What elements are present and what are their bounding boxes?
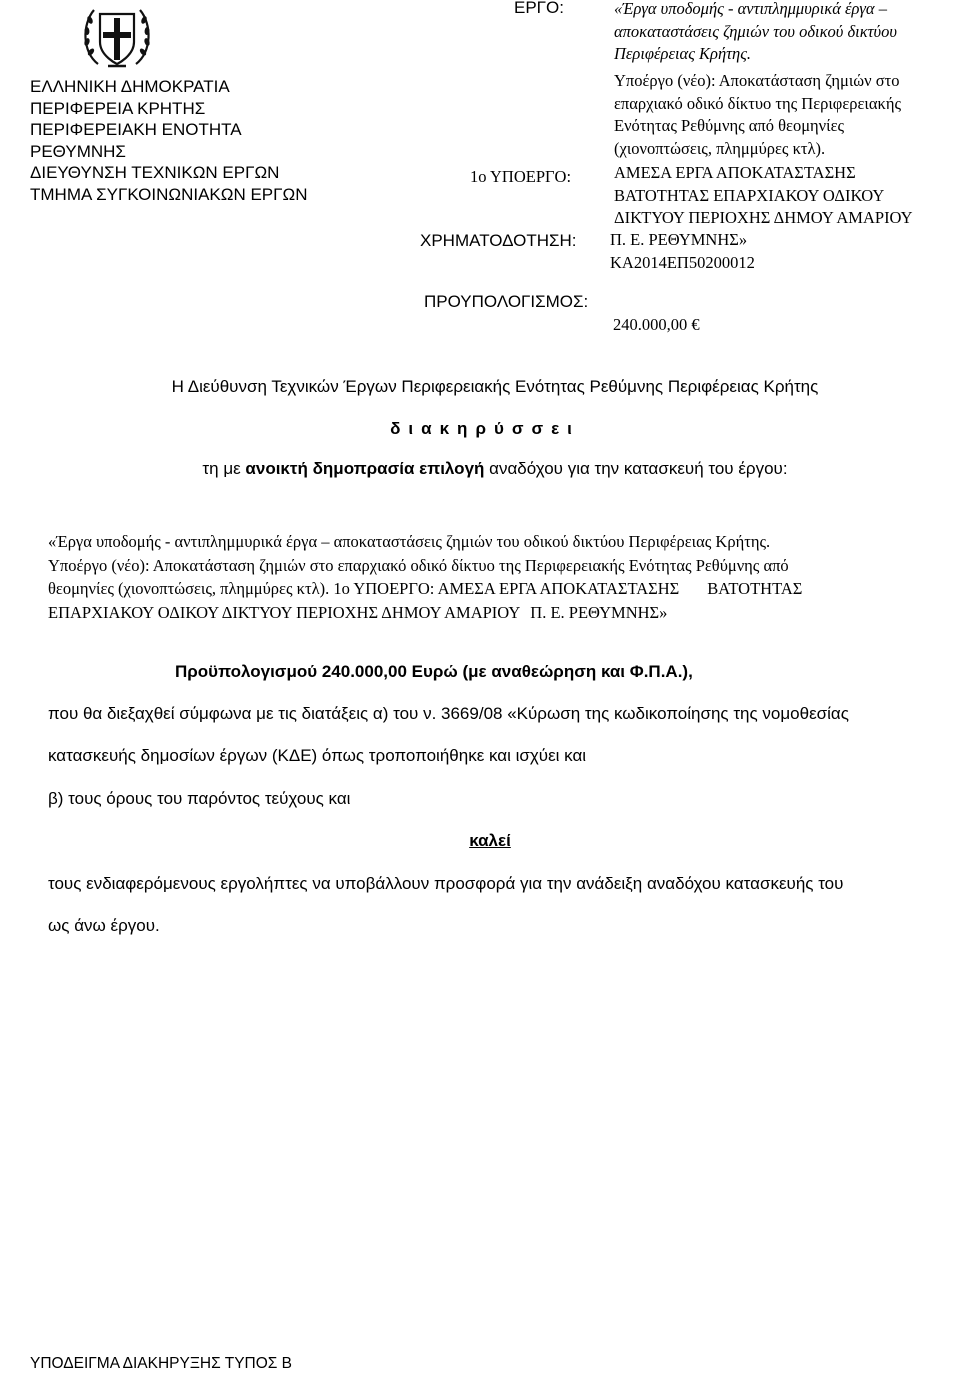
- funding-line: Π. Ε. ΡΕΘΥΜΝΗΣ»: [610, 230, 748, 249]
- work-label: ΕΡΓΟ:: [514, 0, 564, 17]
- authority-line: ΕΛΛΗΝΙΚΗ ΔΗΜΟΚΡΑΤΙΑ: [30, 77, 230, 96]
- directorate-statement: Η Διεύθυνση Τεχνικών Έργων Περιφερειακής Ενότητας Ρεθύμνης Περιφέρειας Κρήτης: [171, 377, 819, 396]
- intro-text: τη με: [202, 459, 246, 478]
- subproject-line: ΒΑΤΟΤΗΤΑΣ ΕΠΑΡΧΙΑΚΟΥ ΟΔΙΚΟΥ: [614, 185, 885, 205]
- subwork-description: [614, 70, 959, 160]
- subproject-line: ΔΙΚΤΥΟΥ ΠΕΡΙΟΧΗΣ ΔΗΜΟΥ ΑΜΑΡΙΟΥ: [614, 208, 913, 227]
- authority-line: ΠΕΡΙΦΕΡΕΙΑ ΚΡΗΤΗΣ: [30, 98, 206, 118]
- intro-text: αναδόχου για την κατασκευή του έργου:: [484, 459, 788, 478]
- work-title-line: Περιφέρειας Κρήτης.: [614, 44, 752, 63]
- subwork-line: (χιονοπτώσεις, πλημμύρες κτλ).: [614, 138, 826, 158]
- work-description-line: «Έργα υποδομής - αντιπλημμυρικά έργα – αποκαταστάσεις ζημιών του οδικού δικτύου Περιφέρειας Κρήτης.: [48, 532, 771, 551]
- work-description: [48, 530, 938, 624]
- work-title: [614, 0, 959, 66]
- body-line: κατασκευής δημοσίων έργων (ΚΔΕ) όπως τροποποιήθηκε και ισχύει και: [48, 746, 587, 765]
- work-description-line: Υποέργο (νέο): Αποκατάσταση ζημιών στο επαρχιακό οδικό δίκτυο της Περιφερειακής Ενότητας Ρεθύμνης από: [48, 555, 789, 575]
- authority-line: ΤΜΗΜΑ ΣΥΓΚΟΙΝΩΝΙΑΚΩΝ ΕΡΓΩΝ: [30, 184, 308, 204]
- work-title-line: αποκαταστάσεις ζημιών του οδικού δικτύου: [614, 21, 897, 41]
- work-description-line: [48, 577, 938, 601]
- issuing-authority: [30, 76, 360, 205]
- authority-line: ΠΕΡΙΦΕΡΕΙΑΚΗ ΕΝΟΤΗΤΑ: [30, 120, 242, 139]
- subwork-line: επαρχιακό οδικό δίκτυο της Περιφερειακής: [614, 93, 901, 113]
- work-description-line: [48, 601, 938, 625]
- greek-republic-emblem-icon: [78, 2, 156, 72]
- funding-details: [610, 229, 955, 274]
- work-title-line: «Έργα υποδομής - αντιπλημμυρικά έργα –: [614, 0, 887, 18]
- calls-heading: καλεί: [469, 831, 511, 850]
- procedure-type: ανοικτή δημοπρασία επιλογή: [245, 459, 485, 478]
- funding-label: ΧΡΗΜΑΤΟΔΟΤΗΣΗ:: [420, 231, 577, 250]
- subproject-line: ΑΜΕΣΑ ΕΡΓΑ ΑΠΟΚΑΤΑΣΤΑΣΗΣ: [614, 163, 856, 182]
- body-line: που θα διεξαχθεί σύμφωνα με τις διατάξεις α) του ν. 3669/08 «Κύρωση της κωδικοποίησης της νομοθεσίας: [48, 704, 849, 723]
- subproject-label: 1ο ΥΠΟΕΡΓΟ:: [470, 167, 572, 186]
- budget-amount: 240.000,00 €: [613, 315, 700, 334]
- body-line: ως άνω έργου.: [48, 916, 160, 935]
- work-description-text: ΕΠΑΡΧΙΑΚΟΥ ΟΔΙΚΟΥ ΔΙΚΤΥΟΥ ΠΕΡΙΟΧΗΣ ΔΗΜΟΥ ΑΜΑΡΙΟΥ: [48, 602, 521, 622]
- budget-statement: Προϋπολογισμού 240.000,00 Ευρώ (με αναθεώρηση και Φ.Π.Α.),: [175, 662, 693, 681]
- work-description-text: Π. Ε. ΡΕΘΥΜΝΗΣ»: [530, 602, 668, 622]
- procurement-intro: [0, 459, 960, 479]
- work-description-text: θεομηνίες (χιονοπτώσεις, πλημμύρες κτλ). 1ο ΥΠΟΕΡΓΟ: ΑΜΕΣΑ ΕΡΓΑ ΑΠΟΚΑΤΑΣΤΑΣΗΣ: [48, 579, 680, 598]
- subproject-description: [614, 162, 959, 230]
- body-line: τους ενδιαφερόμενους εργολήπτες να υποβάλλουν προσφορά για την ανάδειξη αναδόχου κατασκευής του: [48, 874, 844, 893]
- budget-label: ΠΡΟΥΠΟΛΟΓΙΣΜΟΣ:: [424, 292, 589, 311]
- document-footer: ΥΠΟΔΕΙΓΜΑ ΔΙΑΚΗΡΥΞΗΣ ΤΥΠΟΣ Β: [30, 1355, 293, 1372]
- body-line: β) τους όρους του παρόντος τεύχους και: [48, 789, 351, 808]
- authority-line: ΔΙΕΥΘΥΝΣΗ ΤΕΧΝΙΚΩΝ ΕΡΓΩΝ: [30, 163, 280, 182]
- subwork-line: Υποέργο (νέο): Αποκατάσταση ζημιών στο: [614, 71, 900, 90]
- authority-line: ΡΕΘΥΜΝΗΣ: [30, 141, 126, 161]
- subwork-line: Ενότητας Ρεθύμνης από θεομηνίες: [614, 116, 845, 135]
- announces-heading: διακηρύσσει: [390, 419, 580, 438]
- work-description-text: ΒΑΤΟΤΗΤΑΣ: [707, 579, 803, 598]
- funding-line: ΚΑ2014ΕΠ50200012: [610, 252, 755, 272]
